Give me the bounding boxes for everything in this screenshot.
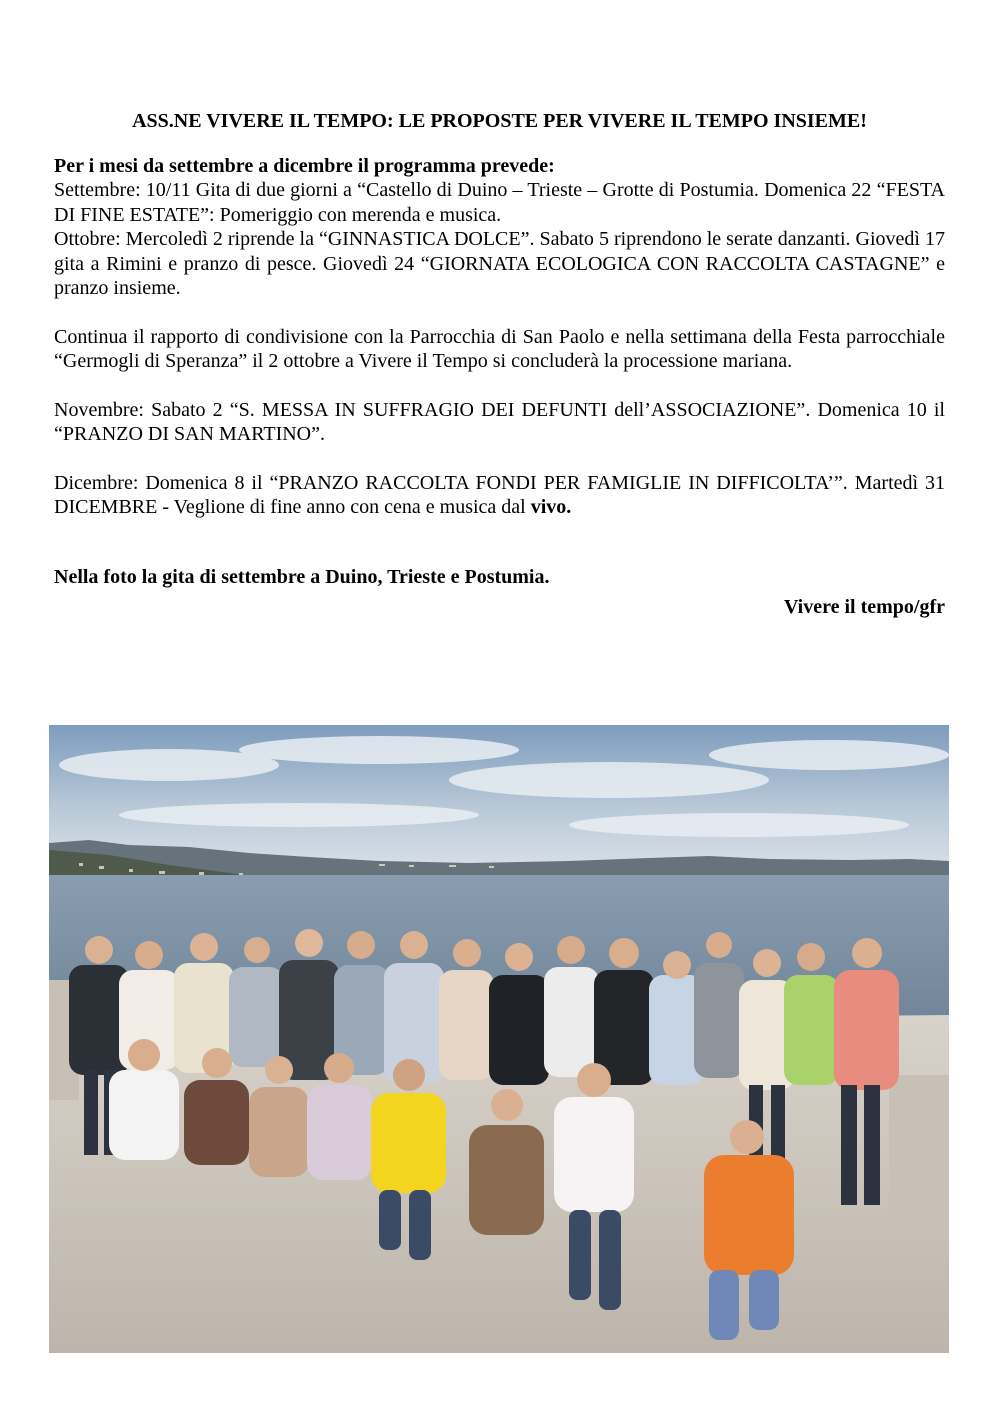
paragraph-novembre: Novembre: Sabato 2 “S. MESSA IN SUFFRAGIO DEI DEFUNTI dell’ASSOCIAZIONE”. Domenica 10 il “PRANZO DI SAN MARTINO”.: [54, 398, 945, 445]
paragraph-ottobre: Ottobre: Mercoledì 2 riprende la “GINNASTICA DOLCE”. Sabato 5 riprendono le serate danzanti. Giovedì 17 gita a Rimini e pranzo di pesce. Giovedì 24 “GIORNATA ECOLOGICA CON RACCOLTA CASTAGNE” e pranzo insieme.: [54, 228, 945, 299]
paragraph-dicembre: [54, 471, 945, 520]
paragraph-settembre: Settembre: 10/11 Gita di due giorni a “Castello di Duino – Trieste – Grotte di Postumia. Domenica 22 “FESTA DI FINE ESTATE”: Pomeriggio con merenda e musica.: [54, 179, 945, 226]
balustrade: [889, 1075, 949, 1235]
group-photo-illustration: [49, 725, 949, 1353]
dicembre-bold-text: vivo.: [530, 496, 572, 518]
article-signature: Vivere il tempo/gfr: [783, 595, 945, 618]
photo-caption: Nella foto la gita di settembre a Duino, Trieste e Postumia.: [54, 565, 550, 588]
dicembre-text: Dicembre: Domenica 8 il “PRANZO RACCOLTA FONDI PER FAMIGLIE IN DIFFICOLTA’”. Martedì 31 DICEMBRE - Veglione di fine anno con cena e musica dal: [54, 471, 945, 518]
group-photo: [49, 725, 949, 1353]
article: [54, 108, 945, 620]
paragraph-parrocchia: Continua il rapporto di condivisione con la Parrocchia di San Paolo e nella settimana della Festa parrocchiale “Germogli di Speranza” il 2 ottobre a Vivere il Tempo si concluderà la processione mariana.: [54, 325, 945, 372]
article-title: ASS.NE VIVERE IL TEMPO: LE PROPOSTE PER VIVERE IL TEMPO INSIEME!: [132, 110, 867, 132]
article-intro: Per i mesi da settembre a dicembre il programma prevede:: [54, 155, 555, 177]
